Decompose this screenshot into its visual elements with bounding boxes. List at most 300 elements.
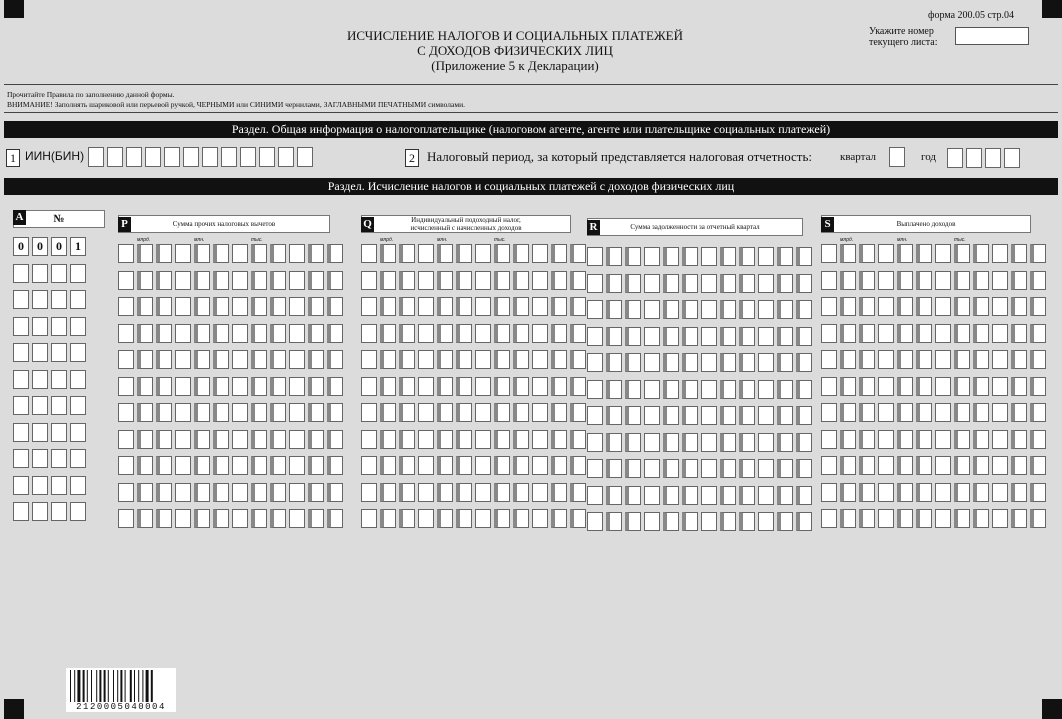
debt-cell[interactable] [644,406,660,425]
paid-income-cell[interactable] [878,324,894,343]
paid-income-cell[interactable] [821,350,837,369]
other-deductions-cell[interactable] [270,350,286,369]
paid-income-cell[interactable] [935,350,951,369]
debt-cell[interactable] [777,486,793,505]
row-number-cell[interactable] [51,449,67,468]
paid-income-cell[interactable] [935,324,951,343]
row-number-cell[interactable] [32,502,48,521]
debt-cell[interactable] [587,459,603,478]
debt-cell[interactable] [739,327,755,346]
debt-cell[interactable] [644,512,660,531]
paid-income-cell[interactable] [859,377,875,396]
other-deductions-cell[interactable] [175,430,191,449]
debt-cell[interactable] [796,459,812,478]
income-tax-cell[interactable] [380,350,396,369]
other-deductions-cell[interactable] [156,324,172,343]
other-deductions-cell[interactable] [308,377,324,396]
debt-cell[interactable] [777,433,793,452]
income-tax-cell[interactable] [456,297,472,316]
paid-income-cell[interactable] [973,244,989,263]
paid-income-cell[interactable] [840,509,856,528]
debt-cell[interactable] [587,433,603,452]
debt-cell[interactable] [720,247,736,266]
debt-cell[interactable] [720,486,736,505]
year-cell[interactable] [985,148,1001,168]
debt-cell[interactable] [796,247,812,266]
other-deductions-cell[interactable] [118,271,134,290]
debt-cell[interactable] [606,512,622,531]
other-deductions-cell[interactable] [270,509,286,528]
paid-income-cell[interactable] [1011,244,1027,263]
row-number-cell[interactable] [32,449,48,468]
debt-cell[interactable] [701,512,717,531]
income-tax-cell[interactable] [532,456,548,475]
debt-cell[interactable] [644,327,660,346]
debt-cell[interactable] [625,247,641,266]
other-deductions-cell[interactable] [251,509,267,528]
row-number-cell[interactable] [32,264,48,283]
income-tax-cell[interactable] [399,297,415,316]
debt-cell[interactable] [663,353,679,372]
paid-income-cell[interactable] [992,377,1008,396]
row-number-cell[interactable] [32,237,48,256]
income-tax-cell[interactable] [551,430,567,449]
row-number-cell[interactable] [51,423,67,442]
other-deductions-cell[interactable] [194,244,210,263]
paid-income-cell[interactable] [840,244,856,263]
income-tax-cell[interactable] [570,324,586,343]
paid-income-cell[interactable] [992,324,1008,343]
debt-cell[interactable] [739,274,755,293]
row-number-cell[interactable] [70,317,86,336]
paid-income-cell[interactable] [916,430,932,449]
iin-cell[interactable] [259,147,275,167]
debt-cell[interactable] [701,486,717,505]
paid-income-cell[interactable] [840,324,856,343]
paid-income-cell[interactable] [1030,430,1046,449]
debt-cell[interactable] [606,300,622,319]
iin-cell[interactable] [145,147,161,167]
other-deductions-cell[interactable] [156,456,172,475]
debt-cell[interactable] [606,433,622,452]
paid-income-cell[interactable] [1011,297,1027,316]
income-tax-cell[interactable] [570,377,586,396]
paid-income-cell[interactable] [935,509,951,528]
paid-income-cell[interactable] [840,430,856,449]
paid-income-cell[interactable] [916,297,932,316]
paid-income-cell[interactable] [859,324,875,343]
other-deductions-cell[interactable] [327,271,343,290]
paid-income-cell[interactable] [897,509,913,528]
row-number-cell[interactable] [13,370,29,389]
debt-cell[interactable] [644,380,660,399]
other-deductions-cell[interactable] [308,297,324,316]
income-tax-cell[interactable] [361,403,377,422]
debt-cell[interactable] [682,274,698,293]
other-deductions-cell[interactable] [156,377,172,396]
income-tax-cell[interactable] [551,456,567,475]
paid-income-cell[interactable] [859,297,875,316]
other-deductions-cell[interactable] [270,430,286,449]
income-tax-cell[interactable] [513,244,529,263]
row-number-cell[interactable] [70,449,86,468]
debt-cell[interactable] [701,327,717,346]
debt-cell[interactable] [644,433,660,452]
paid-income-cell[interactable] [840,350,856,369]
other-deductions-cell[interactable] [289,244,305,263]
paid-income-cell[interactable] [992,456,1008,475]
other-deductions-cell[interactable] [156,509,172,528]
income-tax-cell[interactable] [437,403,453,422]
other-deductions-cell[interactable] [251,377,267,396]
income-tax-cell[interactable] [456,509,472,528]
income-tax-cell[interactable] [551,324,567,343]
debt-cell[interactable] [720,327,736,346]
paid-income-cell[interactable] [878,271,894,290]
debt-cell[interactable] [796,274,812,293]
row-number-cell[interactable] [70,370,86,389]
other-deductions-cell[interactable] [308,509,324,528]
debt-cell[interactable] [796,300,812,319]
paid-income-cell[interactable] [954,350,970,369]
other-deductions-cell[interactable] [251,483,267,502]
other-deductions-cell[interactable] [118,297,134,316]
debt-cell[interactable] [739,512,755,531]
row-number-cell[interactable] [32,476,48,495]
row-number-cell[interactable] [32,423,48,442]
income-tax-cell[interactable] [437,297,453,316]
row-number-cell[interactable] [13,237,29,256]
paid-income-cell[interactable] [935,271,951,290]
paid-income-cell[interactable] [897,377,913,396]
row-number-cell[interactable] [70,423,86,442]
income-tax-cell[interactable] [475,350,491,369]
income-tax-cell[interactable] [361,350,377,369]
paid-income-cell[interactable] [821,324,837,343]
other-deductions-cell[interactable] [270,456,286,475]
paid-income-cell[interactable] [916,271,932,290]
other-deductions-cell[interactable] [327,377,343,396]
income-tax-cell[interactable] [475,430,491,449]
paid-income-cell[interactable] [954,244,970,263]
income-tax-cell[interactable] [399,377,415,396]
debt-cell[interactable] [739,353,755,372]
income-tax-cell[interactable] [399,324,415,343]
other-deductions-cell[interactable] [232,377,248,396]
debt-cell[interactable] [682,300,698,319]
other-deductions-cell[interactable] [327,324,343,343]
debt-cell[interactable] [701,353,717,372]
income-tax-cell[interactable] [418,483,434,502]
paid-income-cell[interactable] [859,430,875,449]
income-tax-cell[interactable] [551,509,567,528]
row-number-cell[interactable] [13,317,29,336]
row-number-cell[interactable] [70,476,86,495]
income-tax-cell[interactable] [513,483,529,502]
debt-cell[interactable] [663,512,679,531]
paid-income-cell[interactable] [916,377,932,396]
paid-income-cell[interactable] [878,403,894,422]
debt-cell[interactable] [758,300,774,319]
debt-cell[interactable] [663,433,679,452]
debt-cell[interactable] [663,406,679,425]
paid-income-cell[interactable] [1030,297,1046,316]
other-deductions-cell[interactable] [194,271,210,290]
income-tax-cell[interactable] [551,350,567,369]
debt-cell[interactable] [663,327,679,346]
debt-cell[interactable] [796,433,812,452]
debt-cell[interactable] [663,300,679,319]
other-deductions-cell[interactable] [327,456,343,475]
paid-income-cell[interactable] [916,509,932,528]
debt-cell[interactable] [682,247,698,266]
debt-cell[interactable] [720,433,736,452]
income-tax-cell[interactable] [551,377,567,396]
row-number-cell[interactable] [32,290,48,309]
income-tax-cell[interactable] [456,403,472,422]
other-deductions-cell[interactable] [327,430,343,449]
income-tax-cell[interactable] [437,324,453,343]
income-tax-cell[interactable] [513,456,529,475]
debt-cell[interactable] [777,353,793,372]
other-deductions-cell[interactable] [327,509,343,528]
paid-income-cell[interactable] [821,271,837,290]
paid-income-cell[interactable] [916,350,932,369]
debt-cell[interactable] [701,380,717,399]
income-tax-cell[interactable] [380,403,396,422]
debt-cell[interactable] [758,327,774,346]
iin-cell[interactable] [126,147,142,167]
paid-income-cell[interactable] [821,430,837,449]
other-deductions-cell[interactable] [194,350,210,369]
other-deductions-cell[interactable] [213,403,229,422]
other-deductions-cell[interactable] [175,350,191,369]
other-deductions-cell[interactable] [194,377,210,396]
debt-cell[interactable] [644,459,660,478]
debt-cell[interactable] [701,274,717,293]
paid-income-cell[interactable] [992,297,1008,316]
paid-income-cell[interactable] [1011,430,1027,449]
debt-cell[interactable] [625,327,641,346]
year-cell[interactable] [947,148,963,168]
debt-cell[interactable] [625,353,641,372]
income-tax-cell[interactable] [494,324,510,343]
other-deductions-cell[interactable] [308,483,324,502]
income-tax-cell[interactable] [494,403,510,422]
other-deductions-cell[interactable] [232,509,248,528]
income-tax-cell[interactable] [399,509,415,528]
income-tax-cell[interactable] [437,456,453,475]
paid-income-cell[interactable] [1030,456,1046,475]
debt-cell[interactable] [644,353,660,372]
paid-income-cell[interactable] [1011,377,1027,396]
paid-income-cell[interactable] [1011,403,1027,422]
debt-cell[interactable] [663,274,679,293]
debt-cell[interactable] [587,406,603,425]
paid-income-cell[interactable] [840,271,856,290]
debt-cell[interactable] [777,300,793,319]
paid-income-cell[interactable] [878,377,894,396]
debt-cell[interactable] [587,512,603,531]
paid-income-cell[interactable] [878,430,894,449]
debt-cell[interactable] [777,327,793,346]
other-deductions-cell[interactable] [175,324,191,343]
other-deductions-cell[interactable] [251,271,267,290]
income-tax-cell[interactable] [513,509,529,528]
other-deductions-cell[interactable] [232,350,248,369]
debt-cell[interactable] [625,512,641,531]
other-deductions-cell[interactable] [194,324,210,343]
other-deductions-cell[interactable] [251,297,267,316]
income-tax-cell[interactable] [418,430,434,449]
income-tax-cell[interactable] [513,297,529,316]
debt-cell[interactable] [606,380,622,399]
paid-income-cell[interactable] [935,244,951,263]
debt-cell[interactable] [796,380,812,399]
income-tax-cell[interactable] [380,271,396,290]
paid-income-cell[interactable] [840,456,856,475]
debt-cell[interactable] [720,353,736,372]
income-tax-cell[interactable] [418,324,434,343]
paid-income-cell[interactable] [859,509,875,528]
debt-cell[interactable] [682,353,698,372]
income-tax-cell[interactable] [475,244,491,263]
paid-income-cell[interactable] [954,403,970,422]
debt-cell[interactable] [777,459,793,478]
row-number-cell[interactable] [51,237,67,256]
paid-income-cell[interactable] [916,456,932,475]
other-deductions-cell[interactable] [327,403,343,422]
other-deductions-cell[interactable] [213,244,229,263]
row-number-cell[interactable] [13,264,29,283]
income-tax-cell[interactable] [475,403,491,422]
debt-cell[interactable] [606,486,622,505]
income-tax-cell[interactable] [532,403,548,422]
row-number-cell[interactable] [13,423,29,442]
income-tax-cell[interactable] [361,456,377,475]
paid-income-cell[interactable] [897,244,913,263]
other-deductions-cell[interactable] [289,350,305,369]
other-deductions-cell[interactable] [289,509,305,528]
other-deductions-cell[interactable] [137,483,153,502]
other-deductions-cell[interactable] [137,509,153,528]
other-deductions-cell[interactable] [251,403,267,422]
other-deductions-cell[interactable] [289,456,305,475]
other-deductions-cell[interactable] [137,297,153,316]
paid-income-cell[interactable] [821,244,837,263]
other-deductions-cell[interactable] [156,350,172,369]
other-deductions-cell[interactable] [327,483,343,502]
row-number-cell[interactable] [70,237,86,256]
paid-income-cell[interactable] [954,297,970,316]
other-deductions-cell[interactable] [289,271,305,290]
income-tax-cell[interactable] [551,483,567,502]
iin-cell[interactable] [183,147,199,167]
row-number-cell[interactable] [51,290,67,309]
other-deductions-cell[interactable] [175,297,191,316]
income-tax-cell[interactable] [380,377,396,396]
debt-cell[interactable] [796,353,812,372]
paid-income-cell[interactable] [897,324,913,343]
row-number-cell[interactable] [51,264,67,283]
income-tax-cell[interactable] [570,244,586,263]
income-tax-cell[interactable] [361,509,377,528]
paid-income-cell[interactable] [935,297,951,316]
debt-cell[interactable] [606,353,622,372]
debt-cell[interactable] [682,486,698,505]
income-tax-cell[interactable] [361,271,377,290]
income-tax-cell[interactable] [399,456,415,475]
iin-cell[interactable] [221,147,237,167]
iin-cell[interactable] [164,147,180,167]
paid-income-cell[interactable] [821,483,837,502]
income-tax-cell[interactable] [361,244,377,263]
paid-income-cell[interactable] [859,244,875,263]
paid-income-cell[interactable] [935,430,951,449]
income-tax-cell[interactable] [532,350,548,369]
income-tax-cell[interactable] [399,271,415,290]
income-tax-cell[interactable] [437,483,453,502]
other-deductions-cell[interactable] [270,483,286,502]
income-tax-cell[interactable] [380,456,396,475]
other-deductions-cell[interactable] [251,350,267,369]
other-deductions-cell[interactable] [232,483,248,502]
iin-cell[interactable] [297,147,313,167]
other-deductions-cell[interactable] [270,271,286,290]
other-deductions-cell[interactable] [251,456,267,475]
paid-income-cell[interactable] [897,350,913,369]
paid-income-cell[interactable] [992,244,1008,263]
income-tax-cell[interactable] [456,483,472,502]
row-number-cell[interactable] [51,502,67,521]
iin-cell[interactable] [240,147,256,167]
other-deductions-cell[interactable] [137,244,153,263]
row-number-cell[interactable] [13,502,29,521]
paid-income-cell[interactable] [859,403,875,422]
income-tax-cell[interactable] [380,244,396,263]
other-deductions-cell[interactable] [308,324,324,343]
income-tax-cell[interactable] [551,244,567,263]
other-deductions-cell[interactable] [137,456,153,475]
income-tax-cell[interactable] [399,430,415,449]
row-number-cell[interactable] [70,290,86,309]
debt-cell[interactable] [587,486,603,505]
other-deductions-cell[interactable] [137,350,153,369]
income-tax-cell[interactable] [361,483,377,502]
other-deductions-cell[interactable] [194,456,210,475]
debt-cell[interactable] [606,459,622,478]
paid-income-cell[interactable] [859,483,875,502]
debt-cell[interactable] [644,300,660,319]
other-deductions-cell[interactable] [289,324,305,343]
debt-cell[interactable] [606,327,622,346]
paid-income-cell[interactable] [954,430,970,449]
paid-income-cell[interactable] [1030,509,1046,528]
debt-cell[interactable] [796,512,812,531]
paid-income-cell[interactable] [1030,271,1046,290]
iin-cell[interactable] [107,147,123,167]
debt-cell[interactable] [777,406,793,425]
income-tax-cell[interactable] [399,403,415,422]
paid-income-cell[interactable] [954,456,970,475]
debt-cell[interactable] [720,380,736,399]
other-deductions-cell[interactable] [232,324,248,343]
other-deductions-cell[interactable] [308,271,324,290]
income-tax-cell[interactable] [456,350,472,369]
paid-income-cell[interactable] [878,456,894,475]
paid-income-cell[interactable] [935,377,951,396]
other-deductions-cell[interactable] [118,430,134,449]
